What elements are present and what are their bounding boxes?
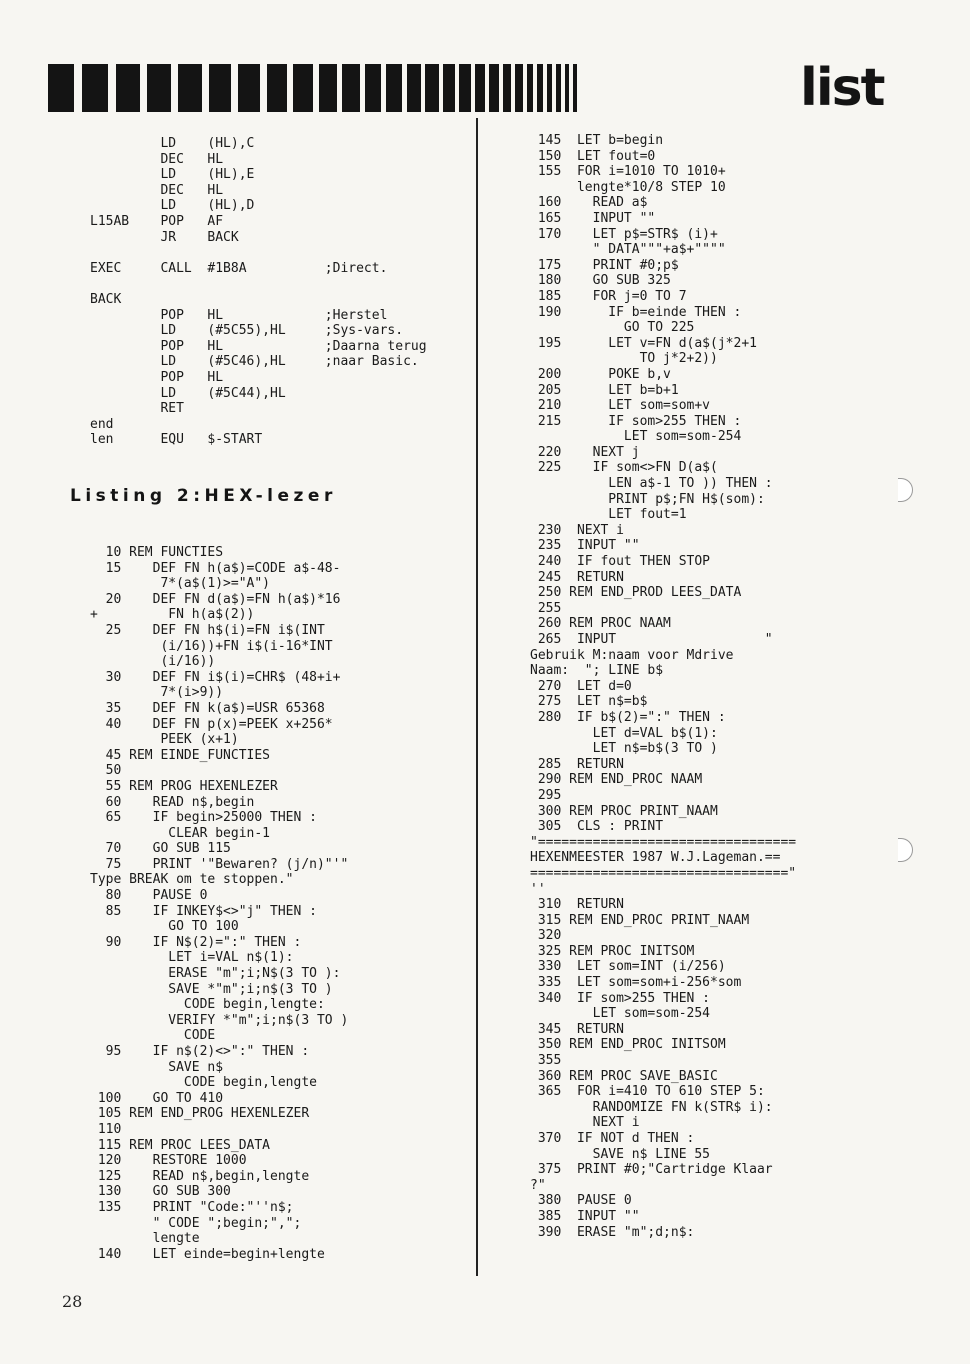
- basic-line: 75 PRINT '"Bewaren? (j/n)"'": [90, 856, 349, 872]
- basic-line: 340 IF som>255 THEN :: [530, 990, 711, 1006]
- binder-hole-bottom: [898, 838, 913, 862]
- basic-line: 310 RETURN: [530, 897, 624, 913]
- masthead-bar: [515, 64, 523, 112]
- basic-line: CODE: [90, 1028, 216, 1044]
- masthead-bar: [475, 64, 485, 112]
- basic-line: (i/16)): [90, 654, 216, 670]
- basic-line: 35 DEF FN k(a$)=USR 65368: [90, 700, 325, 716]
- basic-line: SAVE n$: [90, 1059, 224, 1075]
- assembler-line: LD (#5C44),HL: [90, 385, 286, 401]
- masthead-bar: [537, 64, 543, 112]
- basic-line: 380 PAUSE 0: [530, 1193, 632, 1209]
- basic-line: LET i=VAL n$(1):: [90, 950, 294, 966]
- basic-line: 145 LET b=begin: [530, 133, 664, 148]
- masthead-bar: [573, 64, 577, 112]
- basic-line: LET fout=1: [530, 507, 687, 523]
- basic-line: 60 READ n$,begin: [90, 794, 255, 810]
- basic-line: Gebruik M:naam voor Mdrive: [530, 647, 734, 663]
- basic-line: 330 LET som=INT (i/256): [530, 959, 726, 975]
- masthead-bar: [386, 64, 402, 112]
- basic-line: 50: [90, 763, 122, 779]
- basic-line: 140 LET einde=begin+lengte: [90, 1246, 325, 1262]
- masthead-bar: [116, 64, 140, 112]
- basic-listing-left-column: [90, 545, 348, 1262]
- basic-line: 325 REM PROC INITSOM: [530, 943, 695, 959]
- basic-line: 150 LET fout=0: [530, 148, 656, 164]
- basic-line: ERASE "m";i;N$(3 TO ):: [90, 966, 341, 982]
- assembler-line: POP HL ;Herstel: [90, 307, 388, 323]
- basic-line: 255: [530, 600, 562, 616]
- basic-line: 15 DEF FN h(a$)=CODE a$-48-: [90, 560, 341, 576]
- basic-line: 185 FOR j=0 TO 7: [530, 288, 687, 304]
- basic-line: 100 GO TO 410: [90, 1090, 224, 1106]
- basic-line: ?": [530, 1177, 546, 1193]
- basic-listing-right-column: [530, 133, 796, 1240]
- basic-line: 295: [530, 787, 562, 803]
- masthead-bar: [238, 64, 260, 112]
- basic-line: LET n$=b$(3 TO ): [530, 741, 718, 757]
- basic-line: 335 LET som=som+i-256*som: [530, 975, 742, 991]
- basic-line: 285 RETURN: [530, 756, 624, 772]
- basic-line: 195 LET v=FN d(a$(j*2+1: [530, 335, 757, 351]
- basic-line: 155 FOR i=1010 TO 1010+: [530, 164, 726, 180]
- basic-line: 95 IF n$(2)<>":" THEN :: [90, 1044, 310, 1059]
- basic-line: 45 REM EINDE_FUNCTIES: [90, 747, 271, 763]
- basic-line: 115 REM PROC LEES_DATA: [90, 1137, 271, 1153]
- masthead-bar: [443, 64, 455, 112]
- basic-line: Naam: "; LINE b$: [530, 663, 664, 679]
- basic-line: 390 ERASE "m";d;n$:: [530, 1224, 695, 1240]
- assembler-line: LD (HL),E: [90, 167, 255, 183]
- basic-line: 240 IF fout THEN STOP: [530, 554, 711, 570]
- basic-line: LET som=som-254: [530, 1006, 711, 1022]
- masthead-bar: [147, 64, 171, 112]
- list-logo: list: [800, 58, 884, 118]
- basic-line: 315 REM END_PROC PRINT_NAAM: [530, 912, 750, 928]
- assembler-line: L15AB POP AF: [90, 213, 224, 229]
- basic-line: 160 READ a$: [530, 195, 648, 211]
- masthead-bar: [407, 64, 421, 112]
- basic-line: 7*(i>9)): [90, 685, 224, 701]
- assembler-line: BACK: [90, 291, 122, 307]
- basic-line: 200 POKE b,v: [530, 366, 671, 382]
- assembler-line: [90, 276, 427, 292]
- masthead-bar: [267, 64, 287, 112]
- assembler-line: LD (HL),C: [90, 136, 255, 151]
- masthead-bar: [82, 64, 108, 112]
- masthead-bar: [489, 64, 499, 112]
- basic-line: =================================": [530, 865, 797, 881]
- basic-line: 355: [530, 1053, 562, 1069]
- basic-line: 265 INPUT ": [530, 632, 773, 647]
- masthead: [48, 58, 888, 118]
- assembler-line: POP HL ;Daarna terug: [90, 338, 427, 354]
- basic-line: Type BREAK om te stoppen.": [90, 872, 294, 888]
- basic-line: CLEAR begin-1: [90, 825, 271, 841]
- basic-line: 375 PRINT #0;"Cartridge Klaar: [530, 1162, 773, 1178]
- basic-line: 365 FOR i=410 TO 610 STEP 5:: [530, 1084, 765, 1100]
- basic-line: CODE begin,lengte: [90, 1075, 317, 1091]
- masthead-bar-pattern: [48, 64, 793, 112]
- assembler-line: RET: [90, 401, 184, 417]
- masthead-bar: [319, 64, 337, 112]
- basic-line: (i/16))+FN i$(i-16*INT: [90, 638, 333, 654]
- basic-line: 165 INPUT "": [530, 210, 656, 226]
- basic-line: 235 INPUT "": [530, 538, 640, 554]
- basic-line: 135 PRINT "Code:"''n$;: [90, 1199, 294, 1215]
- basic-line: GO TO 100: [90, 919, 239, 935]
- basic-line: 110: [90, 1121, 122, 1137]
- basic-line: 120 RESTORE 1000: [90, 1153, 247, 1169]
- basic-line: 230 NEXT i: [530, 522, 624, 538]
- basic-line: 80 PAUSE 0: [90, 888, 208, 904]
- masthead-bar: [365, 64, 381, 112]
- basic-line: 70 GO SUB 115: [90, 841, 231, 857]
- masthead-bar: [209, 64, 231, 112]
- basic-line: CODE begin,lengte:: [90, 997, 325, 1013]
- basic-line: 305 CLS : PRINT: [530, 819, 664, 835]
- basic-line: 345 RETURN: [530, 1021, 624, 1037]
- assembler-line: LD (HL),D: [90, 198, 255, 214]
- basic-line: " CODE ";begin;",";: [90, 1215, 302, 1231]
- basic-line: 175 PRINT #0;p$: [530, 257, 679, 273]
- basic-line: PEEK (x+1): [90, 732, 239, 748]
- basic-line: 215 IF som>255 THEN :: [530, 413, 742, 429]
- masthead-bar: [425, 64, 439, 112]
- basic-line: 125 READ n$,begin,lengte: [90, 1168, 310, 1184]
- basic-line: 320: [530, 928, 562, 944]
- basic-line: 300 REM PROC PRINT_NAAM: [530, 803, 718, 819]
- basic-line: '': [530, 881, 546, 897]
- assembler-line: end: [90, 416, 114, 432]
- assembler-line: DEC HL: [90, 151, 224, 167]
- basic-line: 40 DEF FN p(x)=PEEK x+256*: [90, 716, 333, 732]
- basic-line: 220 NEXT j: [530, 444, 640, 460]
- basic-line: 360 REM PROC SAVE_BASIC: [530, 1068, 718, 1084]
- basic-line: 210 LET som=som+v: [530, 398, 711, 414]
- masthead-bar: [527, 64, 533, 112]
- basic-line: HEXENMEESTER 1987 W.J.Lageman.==: [530, 850, 781, 866]
- basic-line: 270 LET d=0: [530, 678, 632, 694]
- page-number: 28: [62, 1292, 83, 1311]
- assembler-line: [90, 245, 427, 261]
- basic-line: + FN h(a$(2)): [90, 607, 255, 623]
- assembler-line: LD (#5C55),HL ;Sys-vars.: [90, 323, 404, 339]
- basic-line: 30 DEF FN i$(i)=CHR$ (48+i+: [90, 669, 341, 685]
- basic-line: 7*(a$(1)>="A"): [90, 576, 271, 592]
- binder-hole-top: [898, 478, 913, 502]
- basic-line: SAVE *"m";i;n$(3 TO ): [90, 981, 333, 997]
- masthead-bar: [178, 64, 202, 112]
- basic-line: 250 REM END_PROD LEES_DATA: [530, 585, 742, 601]
- basic-line: 90 IF N$(2)=":" THEN :: [90, 934, 302, 950]
- basic-line: lengte: [90, 1231, 200, 1247]
- masthead-bar: [459, 64, 471, 112]
- masthead-bar: [547, 64, 552, 112]
- basic-line: 280 IF b$(2)=":" THEN :: [530, 709, 726, 725]
- assembler-listing: [90, 136, 427, 448]
- basic-line: 290 REM END_PROC NAAM: [530, 772, 703, 788]
- basic-line: 65 IF begin>25000 THEN :: [90, 810, 317, 826]
- masthead-bar: [48, 64, 74, 112]
- masthead-bar: [556, 64, 561, 112]
- basic-line: 10 REM FUNCTIES: [90, 545, 224, 560]
- basic-line: 260 REM PROC NAAM: [530, 616, 671, 632]
- basic-line: SAVE n$ LINE 55: [530, 1146, 711, 1162]
- basic-line: VERIFY *"m";i;n$(3 TO ): [90, 1012, 349, 1028]
- basic-line: 205 LET b=b+1: [530, 382, 679, 398]
- basic-line: 105 REM END_PROG HEXENLEZER: [90, 1106, 310, 1122]
- basic-line: PRINT p$;FN H$(som):: [530, 491, 765, 507]
- masthead-bar: [293, 64, 313, 112]
- basic-line: 85 IF INKEY$<>"j" THEN :: [90, 903, 317, 919]
- listing-heading: Listing 2:HEX-lezer: [70, 486, 337, 506]
- basic-line: " DATA"""+a$+"""": [530, 242, 726, 258]
- basic-line: 25 DEF FN h$(i)=FN i$(INT: [90, 622, 325, 638]
- basic-line: "=================================: [530, 834, 797, 850]
- basic-line: 130 GO SUB 300: [90, 1184, 231, 1200]
- basic-line: GO TO 225: [530, 320, 695, 336]
- column-divider: [476, 118, 478, 1276]
- assembler-line: JR BACK: [90, 229, 239, 245]
- masthead-bar: [565, 64, 569, 112]
- basic-line: 190 IF b=einde THEN :: [530, 304, 742, 320]
- basic-line: RANDOMIZE FN k(STR$ i):: [530, 1099, 773, 1115]
- basic-line: 245 RETURN: [530, 569, 624, 585]
- basic-line: 55 REM PROG HEXENLEZER: [90, 778, 278, 794]
- basic-line: 225 IF som<>FN D(a$(: [530, 460, 718, 476]
- assembler-line: EXEC CALL #1B8A ;Direct.: [90, 260, 388, 276]
- masthead-bar: [503, 64, 511, 112]
- basic-line: lengte*10/8 STEP 10: [530, 179, 726, 195]
- basic-line: NEXT i: [530, 1115, 640, 1131]
- basic-line: 350 REM END_PROC INITSOM: [530, 1037, 726, 1053]
- basic-line: 180 GO SUB 325: [530, 273, 671, 289]
- basic-line: LEN a$-1 TO )) THEN :: [530, 476, 773, 492]
- basic-line: 275 LET n$=b$: [530, 694, 648, 710]
- masthead-bar: [342, 64, 360, 112]
- basic-line: 170 LET p$=STR$ (i)+: [530, 226, 718, 242]
- assembler-line: len EQU $-START: [90, 432, 263, 448]
- basic-line: LET d=VAL b$(1):: [530, 725, 718, 741]
- basic-line: TO j*2+2)): [530, 351, 718, 367]
- basic-line: 20 DEF FN d(a$)=FN h(a$)*16: [90, 591, 341, 607]
- assembler-line: LD (#5C46),HL ;naar Basic.: [90, 354, 419, 370]
- basic-line: 370 IF NOT d THEN :: [530, 1131, 695, 1146]
- basic-line: 385 INPUT "": [530, 1208, 640, 1224]
- assembler-line: DEC HL: [90, 182, 224, 198]
- basic-line: LET som=som-254: [530, 429, 742, 445]
- assembler-line: POP HL: [90, 369, 224, 385]
